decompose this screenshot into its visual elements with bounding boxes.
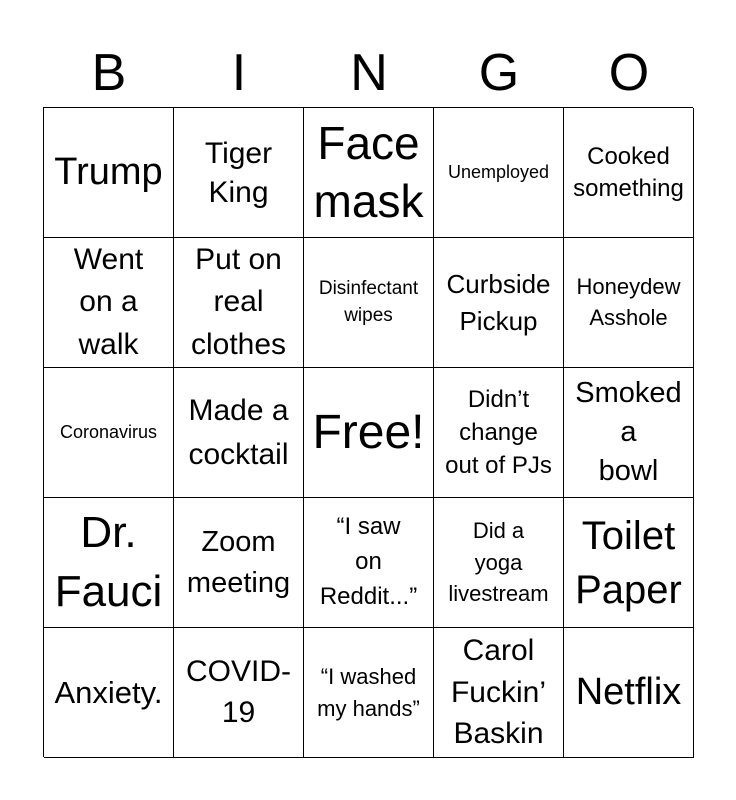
bingo-cell xyxy=(564,238,694,368)
bingo-cell-text: Zoom meeting xyxy=(186,525,291,599)
bingo-cell xyxy=(304,628,434,758)
bingo-cell xyxy=(174,368,304,498)
bingo-cell xyxy=(44,498,174,628)
bingo-cell xyxy=(174,238,304,368)
bingo-cell-text: “I saw on Reddit...” xyxy=(319,513,418,610)
bingo-cell xyxy=(434,498,564,628)
bingo-cell-text: Honeydew Asshole xyxy=(576,273,681,330)
bingo-cell-text: Disinfectant wipes xyxy=(318,277,419,326)
header-letter-b: B xyxy=(91,44,127,102)
bingo-cell xyxy=(304,238,434,368)
bingo-cell-text: Free! xyxy=(312,405,425,459)
bingo-cell xyxy=(44,628,174,758)
bingo-header xyxy=(44,40,694,106)
bingo-cell-text: Went on a walk xyxy=(73,242,144,361)
bingo-cell xyxy=(174,628,304,758)
bingo-cell xyxy=(434,238,564,368)
bingo-cell xyxy=(174,108,304,238)
bingo-cell-text: Smoked a bowl xyxy=(575,376,682,488)
bingo-cell xyxy=(304,108,434,238)
bingo-cell xyxy=(44,238,174,368)
bingo-cell xyxy=(564,108,694,238)
bingo-cell-text: Tiger King xyxy=(204,136,273,209)
header-letter-n: N xyxy=(350,44,388,102)
bingo-cell xyxy=(44,368,174,498)
bingo-cell-text: Put on real clothes xyxy=(190,242,287,361)
bingo-cell-text: Didn’t change out of PJs xyxy=(445,385,552,480)
bingo-board xyxy=(43,107,693,757)
bingo-cell-text: Toilet Paper xyxy=(575,513,682,612)
bingo-cell-text: Curbside Pickup xyxy=(446,269,551,336)
bingo-cell xyxy=(304,498,434,628)
bingo-cell xyxy=(434,368,564,498)
bingo-cell-text: Coronavirus xyxy=(59,421,158,442)
bingo-cell xyxy=(564,368,694,498)
bingo-cell xyxy=(434,628,564,758)
header-letter-o: O xyxy=(608,44,650,102)
bingo-cell-text: Netflix xyxy=(575,670,682,713)
bingo-cell xyxy=(44,108,174,238)
bingo-cell xyxy=(304,368,434,498)
header-letter-i: I xyxy=(231,44,247,102)
bingo-cell-text: “I washed my hands” xyxy=(317,663,420,721)
header-letter-g: G xyxy=(478,44,520,102)
bingo-cell-text: Face mask xyxy=(313,117,424,227)
bingo-cell xyxy=(434,108,564,238)
bingo-cell-text: Trump xyxy=(54,150,163,193)
bingo-cell-text: Carol Fuckin’ Baskin xyxy=(450,634,547,751)
bingo-cell xyxy=(174,498,304,628)
bingo-cell-text: Cooked something xyxy=(573,143,684,202)
bingo-cell-text: COVID- 19 xyxy=(186,655,291,729)
bingo-cell-text: Unemployed xyxy=(447,161,550,182)
bingo-cell-text: Anxiety. xyxy=(54,674,163,710)
bingo-cell xyxy=(564,628,694,758)
bingo-cell-text: Dr. Fauci xyxy=(54,508,163,616)
bingo-cell-text: Made a cocktail xyxy=(188,394,289,471)
bingo-cell xyxy=(564,498,694,628)
bingo-cell-text: Did a yoga livestream xyxy=(448,517,549,607)
